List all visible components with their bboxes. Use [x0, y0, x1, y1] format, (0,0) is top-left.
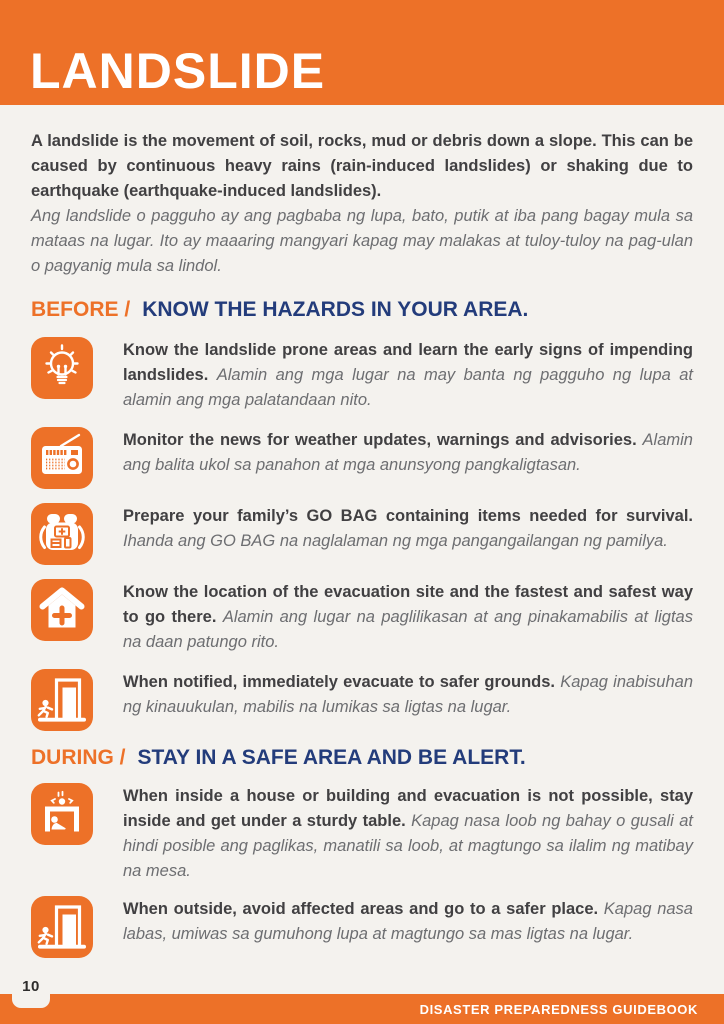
tip-text [123, 897, 693, 947]
tip-row [31, 427, 693, 489]
tip-text [123, 580, 693, 655]
tip-row [31, 896, 693, 958]
tip-filipino: Alamin ang lugar na paglilikasan at ang pinakamabilis at ligtas na daan patungo rito. [123, 608, 693, 651]
tip-row [31, 579, 693, 655]
page-content [0, 129, 724, 958]
go-bag-icon [31, 503, 93, 565]
section-title-during: STAY IN A SAFE AREA AND BE ALERT. [137, 746, 526, 769]
tip-filipino: Kapag nasa labas, umiwas sa gumuhong lupa at magtungo sa mas ligtas na lugar. [123, 900, 693, 943]
tip-filipino: Alamin ang mga lugar na may banta ng pagguho ng lupa at alamin ang mga palatandaan nito. [123, 366, 693, 409]
guidebook-title: DISASTER PREPAREDNESS GUIDEBOOK [419, 1001, 698, 1017]
evacuation-site-icon [31, 579, 93, 641]
tip-text [123, 504, 693, 554]
page-title: LANDSLIDE [30, 43, 326, 99]
intro-english: A landslide is the movement of soil, rocks, mud or debris down a slope. This can be caused by continuous heavy rains (rain-induced landslides) or shaking due to earthquake (earthquake-induced landslides). [31, 132, 693, 200]
tip-text [123, 428, 693, 478]
radio-icon [31, 427, 93, 489]
section-before [31, 297, 693, 731]
tip-filipino: Kapag inabisuhan ng kinauukulan, mabilis na lumikas sa ligtas na lugar. [123, 673, 694, 716]
tip-filipino: Kapag nasa loob ng bahay o gusali at hindi posible ang paglikas, manatili sa loob, at magtungo sa ilalim ng matibay na mesa. [123, 812, 693, 880]
tip-row [31, 503, 693, 565]
tip-row [31, 783, 693, 884]
tip-english: When inside a house or building and evacuation is not possible, stay inside and get under a sturdy table. [123, 787, 693, 830]
tip-english: When outside, avoid affected areas and go to a safer place. [123, 900, 599, 918]
tip-text [123, 784, 693, 884]
tips-list-before [31, 337, 693, 731]
page-header [0, 0, 724, 105]
tip-english: Know the location of the evacuation site and the fastest and safest way to go there. [123, 583, 693, 626]
page-number-tab [12, 978, 50, 1008]
intro-filipino: Ang landslide o pagguho ay ang pagbaba ng lupa, bato, putik at iba pang bagay mula sa mataas na lugar. Ito ay maaaring mangyari kapag may malakas at tuloy-tuloy na pag-ulan o pagyanig mula sa lindol. [31, 207, 693, 275]
tip-english: Monitor the news for weather updates, warnings and advisories. [123, 431, 637, 449]
section-label-during: DURING / [31, 746, 126, 769]
tip-english: When notified, immediately evacuate to safer grounds. [123, 673, 556, 691]
tips-list-during [31, 783, 693, 958]
tip-text [123, 670, 693, 720]
section-title-before: KNOW THE HAZARDS IN YOUR AREA. [142, 298, 529, 321]
footer-bar [0, 994, 724, 1024]
evacuate-icon [31, 896, 93, 958]
tip-text [123, 338, 693, 413]
section-heading-before [31, 297, 693, 323]
section-label-before: BEFORE / [31, 298, 131, 321]
evacuate-icon [31, 669, 93, 731]
tip-row [31, 669, 693, 731]
tip-english: Know the landslide prone areas and learn the early signs of impending landslides. [123, 341, 693, 384]
tip-english: Prepare your family’s GO BAG containing items needed for survival. [123, 507, 693, 525]
lightbulb-icon [31, 337, 93, 399]
tip-row [31, 337, 693, 413]
page-number: 10 [22, 978, 40, 995]
section-during [31, 745, 693, 958]
tip-filipino: Ihanda ang GO BAG na naglalaman ng mga pangangailangan ng pamilya. [123, 532, 668, 550]
tip-filipino: Alamin ang balita ukol sa panahon at mga anunsyong pangkaligtasan. [123, 431, 693, 474]
section-heading-during [31, 745, 693, 771]
under-table-icon [31, 783, 93, 845]
